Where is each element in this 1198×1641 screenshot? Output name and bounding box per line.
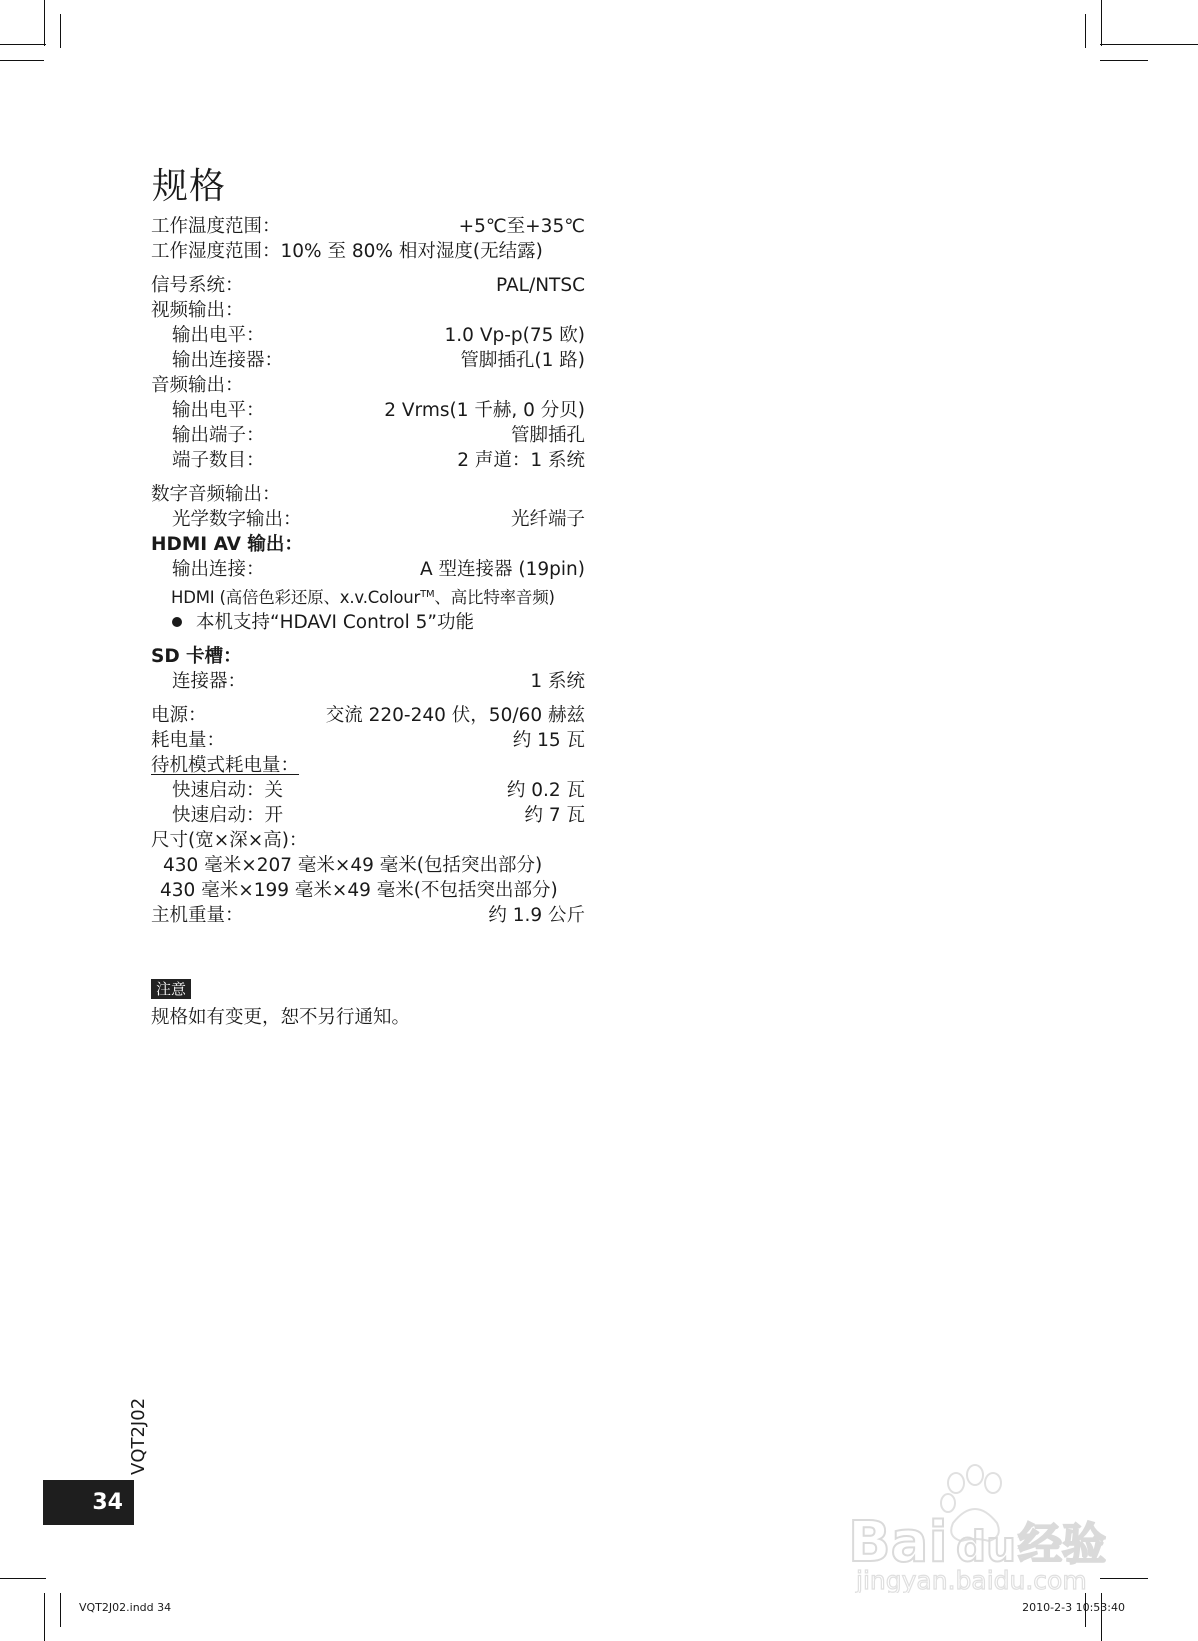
crop-mark bbox=[44, 0, 45, 46]
spec-text: 工作湿度范围：10% 至 80% 相对湿度(无结露) bbox=[151, 241, 543, 262]
spec-value: 管脚插孔 bbox=[510, 425, 585, 446]
baidu-watermark-logo bbox=[848, 1463, 1138, 1593]
watermark-brand: Bai bbox=[848, 1510, 948, 1575]
spec-value: 管脚插孔(1 路) bbox=[460, 350, 585, 371]
spec-value: 2 Vrms(1 千赫, 0 分贝) bbox=[384, 400, 585, 421]
watermark-url: jingyan.baidu.com bbox=[856, 1566, 1087, 1593]
spec-value: PAL/NTSC bbox=[496, 275, 585, 296]
footer-file-info: VQT2J02.indd 34 bbox=[79, 1601, 172, 1614]
spec-label: 输出端子： bbox=[172, 425, 265, 446]
spec-heading: HDMI AV 输出： bbox=[151, 534, 303, 555]
spec-label: 主机重量： bbox=[151, 905, 244, 926]
spec-label: 输出电平： bbox=[172, 325, 265, 346]
spec-operating-humidity bbox=[151, 239, 585, 264]
spec-heading: 待机模式耗电量： bbox=[151, 755, 300, 776]
spec-heading-digital-audio bbox=[151, 482, 585, 507]
spec-value: 交流 220-240 伏，50/60 赫兹 bbox=[325, 705, 585, 726]
spec-value: 2 声道：1 系统 bbox=[457, 450, 585, 471]
crop-mark bbox=[0, 1578, 46, 1579]
specifications-list bbox=[151, 214, 585, 928]
footer-timestamp: 2010-2-3 10:53:40 bbox=[1022, 1601, 1125, 1614]
spec-power bbox=[151, 703, 585, 728]
spec-label: 连接器： bbox=[172, 671, 247, 692]
bullet-icon bbox=[172, 617, 182, 627]
hdmi-features-text: 、高比特率音频) bbox=[434, 588, 555, 607]
spec-hdavi-support bbox=[151, 610, 585, 635]
spec-label: 输出连接器： bbox=[172, 350, 284, 371]
note-text: 规格如有变更，恕不另行通知。 bbox=[151, 1007, 411, 1028]
spec-signal-system bbox=[151, 273, 585, 298]
spec-label: 输出连接： bbox=[172, 559, 265, 580]
crop-mark bbox=[1100, 44, 1198, 45]
spec-heading: SD 卡槽： bbox=[151, 646, 242, 667]
crop-mark bbox=[1085, 14, 1086, 48]
spec-label: 快速启动：关 bbox=[172, 780, 284, 801]
crop-mark bbox=[0, 60, 44, 61]
spec-heading-sd bbox=[151, 644, 585, 669]
spec-heading: 音频输出： bbox=[151, 375, 244, 396]
spec-audio-terminal-count bbox=[151, 448, 585, 473]
spec-label: 电源： bbox=[151, 705, 207, 726]
spec-audio-terminal bbox=[151, 423, 585, 448]
spec-value: A 型连接器 (19pin) bbox=[419, 559, 585, 580]
spec-text: 本机支持“HDAVI Control 5”功能 bbox=[196, 612, 474, 633]
spec-consumption bbox=[151, 728, 585, 753]
spec-label: 端子数目： bbox=[172, 450, 265, 471]
spec-operating-temp bbox=[151, 214, 585, 239]
spec-value: 1 系统 bbox=[530, 671, 585, 692]
watermark-brand-du: du bbox=[956, 1522, 1016, 1571]
spec-quick-start-on bbox=[151, 803, 585, 828]
spec-label: 光学数字输出： bbox=[172, 509, 302, 530]
crop-mark bbox=[1101, 0, 1102, 46]
spec-audio-level bbox=[151, 398, 585, 423]
spec-heading: 尺寸(宽×深×高)： bbox=[151, 830, 308, 851]
crop-mark bbox=[44, 1593, 45, 1641]
crop-mark bbox=[60, 1593, 61, 1627]
spec-label: 耗电量： bbox=[151, 730, 226, 751]
spec-value: +5℃至+35℃ bbox=[458, 216, 585, 237]
spec-weight bbox=[151, 903, 585, 928]
spec-value: 约 0.2 瓦 bbox=[506, 780, 585, 801]
spec-value: 1.0 Vp-p(75 欧) bbox=[444, 325, 585, 346]
page-number: 34 bbox=[43, 1480, 134, 1525]
spec-quick-start-off bbox=[151, 778, 585, 803]
spec-dimensions-excl: 430 毫米×199 毫米×49 毫米(不包括突出部分) bbox=[160, 880, 558, 901]
spec-dimensions-incl: 430 毫米×207 毫米×49 毫米(包括突出部分) bbox=[163, 855, 543, 876]
spec-label: 工作温度范围： bbox=[151, 216, 281, 237]
spec-optical-output bbox=[151, 507, 585, 532]
trademark-mark: TM bbox=[420, 589, 435, 600]
spec-hdmi-connection bbox=[151, 557, 585, 582]
spec-heading-dimensions bbox=[151, 828, 585, 853]
watermark-jingyan: 经验 bbox=[1018, 1519, 1106, 1570]
spec-heading-standby bbox=[151, 753, 585, 778]
spec-value: 光纤端子 bbox=[510, 509, 585, 530]
crop-mark bbox=[1100, 60, 1148, 61]
spec-value: 约 15 瓦 bbox=[512, 730, 585, 751]
spec-video-level bbox=[151, 323, 585, 348]
crop-mark bbox=[60, 14, 61, 48]
spec-value: 约 7 瓦 bbox=[524, 805, 585, 826]
page-title: 规格 bbox=[152, 166, 227, 207]
spec-heading-video bbox=[151, 298, 585, 323]
doc-code: VQT2J02 bbox=[128, 1397, 149, 1475]
spec-heading: 视频输出： bbox=[151, 300, 244, 321]
spec-label: 信号系统： bbox=[151, 275, 244, 296]
spec-sd-connector bbox=[151, 669, 585, 694]
spec-heading-hdmi bbox=[151, 532, 585, 557]
spec-label: 输出电平： bbox=[172, 400, 265, 421]
spec-heading: 数字音频输出： bbox=[151, 484, 281, 505]
hdmi-features-text: HDMI (高倍色彩还原、x.v.Colour bbox=[171, 588, 421, 607]
spec-video-connector bbox=[151, 348, 585, 373]
crop-mark bbox=[0, 44, 46, 45]
spec-value: 约 1.9 公斤 bbox=[488, 905, 585, 926]
note-label: 注意 bbox=[151, 979, 191, 999]
spec-label: 快速启动：开 bbox=[172, 805, 284, 826]
spec-heading-audio bbox=[151, 373, 585, 398]
spec-hdmi-features bbox=[151, 582, 585, 610]
